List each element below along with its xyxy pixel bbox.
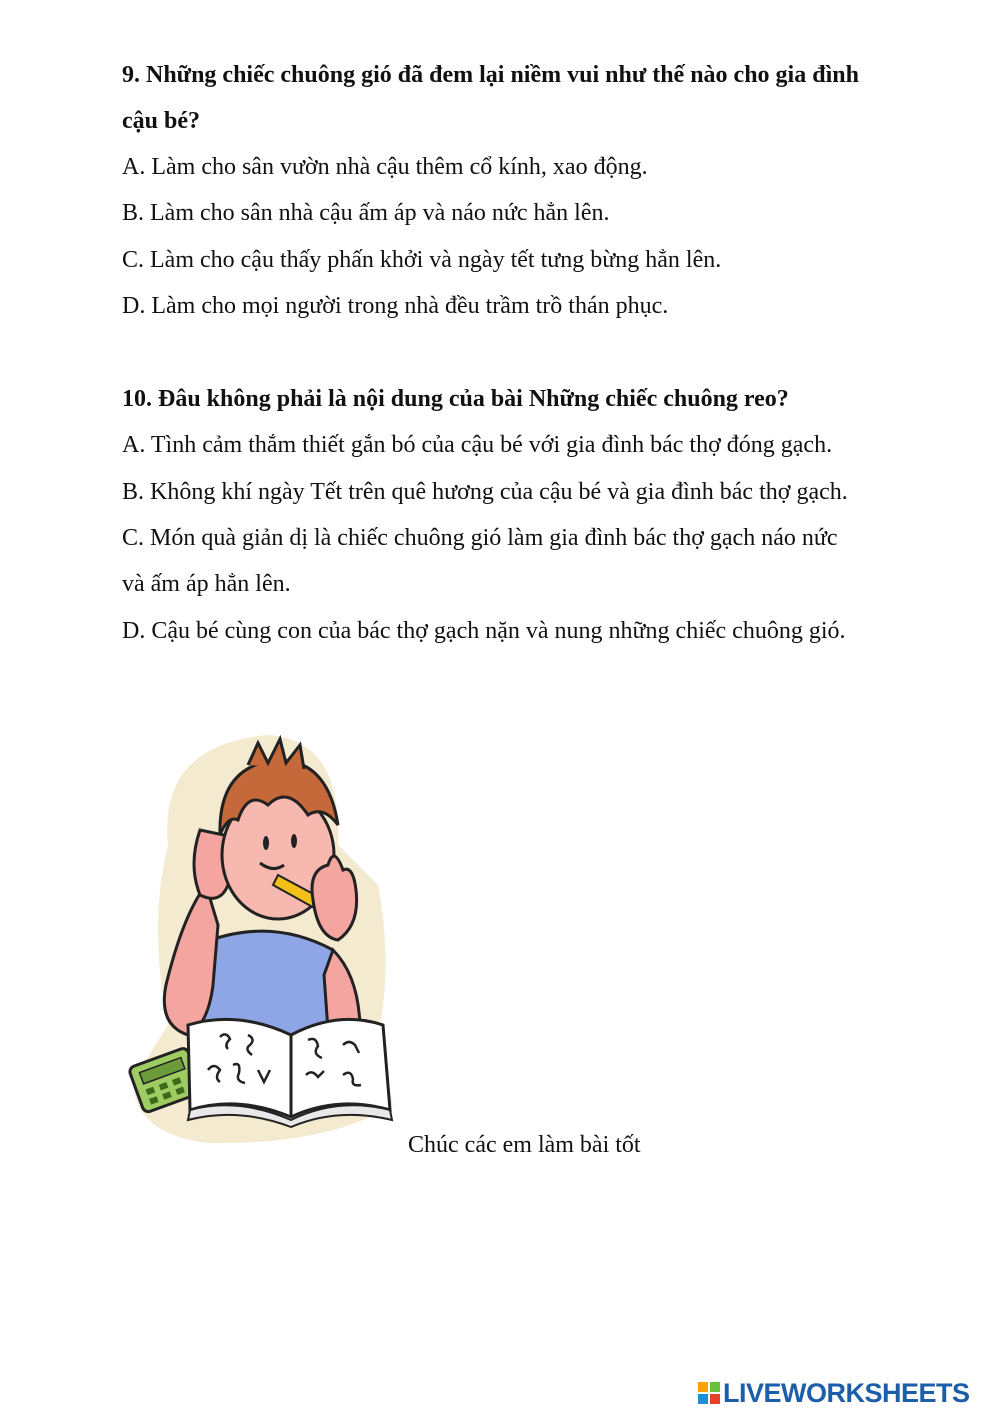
boy-studying-illustration xyxy=(128,725,403,1145)
q9-option-a: A. Làm cho sân vườn nhà cậu thêm cổ kính, xao động. xyxy=(122,154,648,180)
q9-option-b: B. Làm cho sân nhà cậu ấm áp và náo nức hẳn lên. xyxy=(122,200,610,226)
q10-option-b: B. Không khí ngày Tết trên quê hương của cậu bé và gia đình bác thợ gạch. xyxy=(122,479,848,505)
q10-option-a: A. Tình cảm thắm thiết gắn bó của cậu bé với gia đình bác thợ đóng gạch. xyxy=(122,432,833,458)
q10-option-c-continued: và ấm áp hẳn lên. xyxy=(122,571,291,597)
q9-option-d: D. Làm cho mọi người trong nhà đều trầm trồ thán phục. xyxy=(122,293,669,319)
liveworksheets-logo xyxy=(697,1378,970,1408)
closing-message: Chúc các em làm bài tốt xyxy=(408,1132,641,1158)
liveworksheets-logo-text: LIVEWORKSHEETS xyxy=(723,1377,970,1408)
q9-question-line2: cậu bé? xyxy=(122,108,200,134)
q10-question: 10. Đâu không phải là nội dung của bài Những chiếc chuông reo? xyxy=(122,386,789,412)
q10-option-c: C. Món quà giản dị là chiếc chuông gió làm gia đình bác thợ gạch náo nức xyxy=(122,525,838,551)
q9-question-line1: 9. Những chiếc chuông gió đã đem lại niềm vui như thế nào cho gia đình xyxy=(122,62,859,88)
q9-option-c: C. Làm cho cậu thấy phấn khởi và ngày tết tưng bừng hẳn lên. xyxy=(122,247,722,273)
q10-option-d: D. Cậu bé cùng con của bác thợ gạch nặn và nung những chiếc chuông gió. xyxy=(122,618,846,644)
liveworksheets-logo-icon xyxy=(697,1381,721,1405)
